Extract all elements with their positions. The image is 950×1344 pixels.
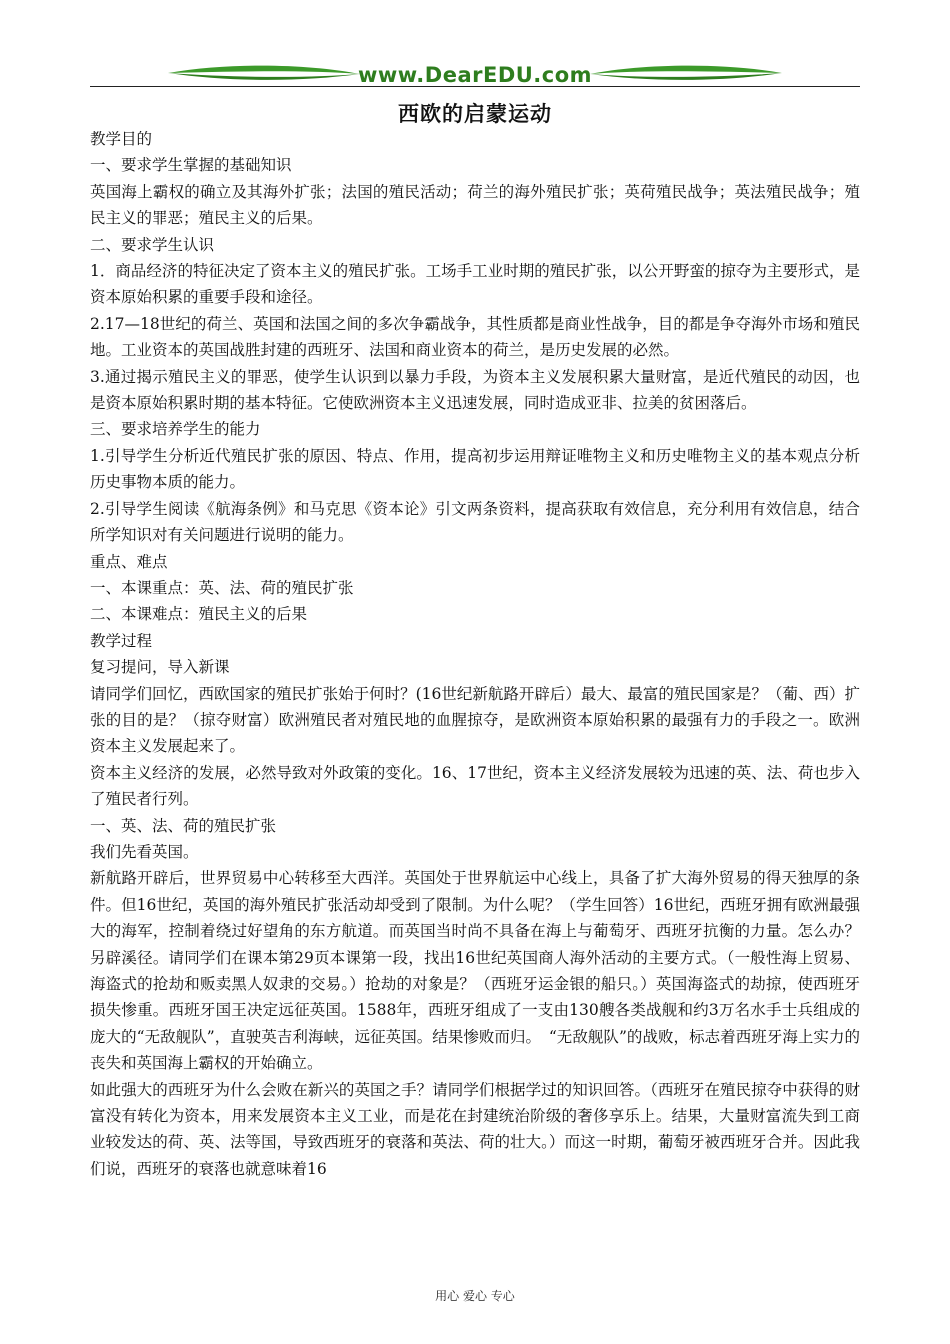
paragraph: 英国海上霸权的确立及其海外扩张；法国的殖民活动；荷兰的海外殖民扩张；英荷殖民战争；英法殖民战争；殖民主义的罪恶；殖民主义的后果。 xyxy=(90,182,860,228)
paragraph: 一、英、法、荷的殖民扩张 xyxy=(90,816,277,835)
paragraph: 1．商品经济的特征决定了资本主义的殖民扩张。工场手工业时期的殖民扩张，以公开野蛮的掠夺为主要形式，是资本原始积累的重要手段和途径。 xyxy=(90,262,860,307)
paragraph: 如此强大的西班牙为什么会败在新兴的英国之手？请同学们根据学过的知识回答。（西班牙在殖民掠夺中获得的财富没有转化为资本，用来发展资本主义工业，而是花在封建统治阶级的奢侈享乐上。结果，大量财富流失到工商业较发达的荷、英、法等国，导致西班牙的衰落和英法、荷的壮大。）而这一时期，葡萄牙被西班牙合并。因此我们说，西班牙的衰落也就意味着16 xyxy=(90,1080,860,1178)
paragraph: 我们先看英国。 xyxy=(90,842,199,861)
paragraph: 三、要求培养学生的能力 xyxy=(90,420,261,439)
site-header xyxy=(90,60,860,94)
paragraph: 1.引导学生分析近代殖民扩张的原因、特点、作用，提高初步运用辩证唯物主义和历史唯物主义的基本观点分析历史事物本质的能力。 xyxy=(90,446,860,492)
paragraph: 2.引导学生阅读《航海条例》和马克思《资本论》引文两条资料，提高获取有效信息，充分利用有效信息，结合所学知识对有关问题进行说明的能力。 xyxy=(90,499,860,545)
paragraph: 资本主义经济的发展，必然导致对外政策的变化。16、17世纪，资本主义经济发展较为迅速的英、法、荷也步入了殖民者行列。 xyxy=(90,763,860,809)
paragraph: 一、本课重点：英、法、荷的殖民扩张 xyxy=(90,578,354,597)
paragraph: 请同学们回忆，西欧国家的殖民扩张始于何时？(16世纪新航路开辟后）最大、最富的殖民国家是？（葡、西）扩张的目的是？（掠夺财富）欧洲殖民者对殖民地的血腥掠夺，是欧洲资本原始积累的最强有力的手段之一。欧洲资本主义发展起来了。 xyxy=(90,684,860,756)
paragraph: 重点、难点 xyxy=(90,552,168,571)
header-divider xyxy=(90,86,860,87)
site-logo: www.DearEDU.com xyxy=(357,63,593,87)
paragraph: 二、要求学生认识 xyxy=(90,235,215,254)
page-title: 西欧的启蒙运动 xyxy=(398,102,552,126)
paragraph: 教学过程 xyxy=(90,631,153,650)
paragraph: 3.通过揭示殖民主义的罪恶，使学生认识到以暴力手段，为资本主义发展积累大量财富，是近代殖民的动因，也是资本原始积累时期的基本特征。它使欧洲资本主义迅速发展，同时造成亚非、拉美的贫困落后。 xyxy=(90,367,860,413)
paragraph: 教学目的 xyxy=(90,130,153,148)
paragraph: 2.17—18世纪的荷兰、英国和法国之间的多次争霸战争，其性质都是商业性战争，目的都是争夺海外市场和殖民地。工业资本的英国战胜封建的西班牙、法国和商业资本的荷兰，是历史发展的必然。 xyxy=(90,314,860,360)
page-footer: 用心 爱心 专心 xyxy=(435,1289,515,1303)
paragraph: 二、本课难点：殖民主义的后果 xyxy=(90,605,308,624)
paragraph: 复习提问，导入新课 xyxy=(90,658,230,677)
paragraph: 新航路开辟后，世界贸易中心转移至大西洋。英国处于世界航运中心线上，具备了扩大海外贸易的得天独厚的条件。但16世纪，英国的海外殖民扩张活动却受到了限制。为什么呢？（学生回答）16世纪，西班牙拥有欧洲最强大的海军，控制着绕过好望角的东方航道。而英国当时尚不具备在海上与葡萄牙、西班牙抗衡的力量。怎么办？另辟溪径。请同学们在课本第29页本课第一段，找出16世纪英国商人海外活动的主要方式。（一般性海上贸易、海盗式的抢劫和贩卖黑人奴隶的交易。）抢劫的对象是？（西班牙运金银的船只。）英国海盗式的劫掠，使西班牙损失惨重。西班牙国王决定远征英国。1588年，西班牙组成了一支由130艘各类战舰和约3万名水手士兵组成的庞大的“无敌舰队”，直驶英吉利海峡，远征英国。结果惨败而归。 “无敌舰队”的战败，标志着西班牙海上实力的丧失和英国海上霸权的开始确立。 xyxy=(90,869,860,1073)
paragraph: 一、要求学生掌握的基础知识 xyxy=(90,156,292,175)
document-body xyxy=(90,126,860,1182)
